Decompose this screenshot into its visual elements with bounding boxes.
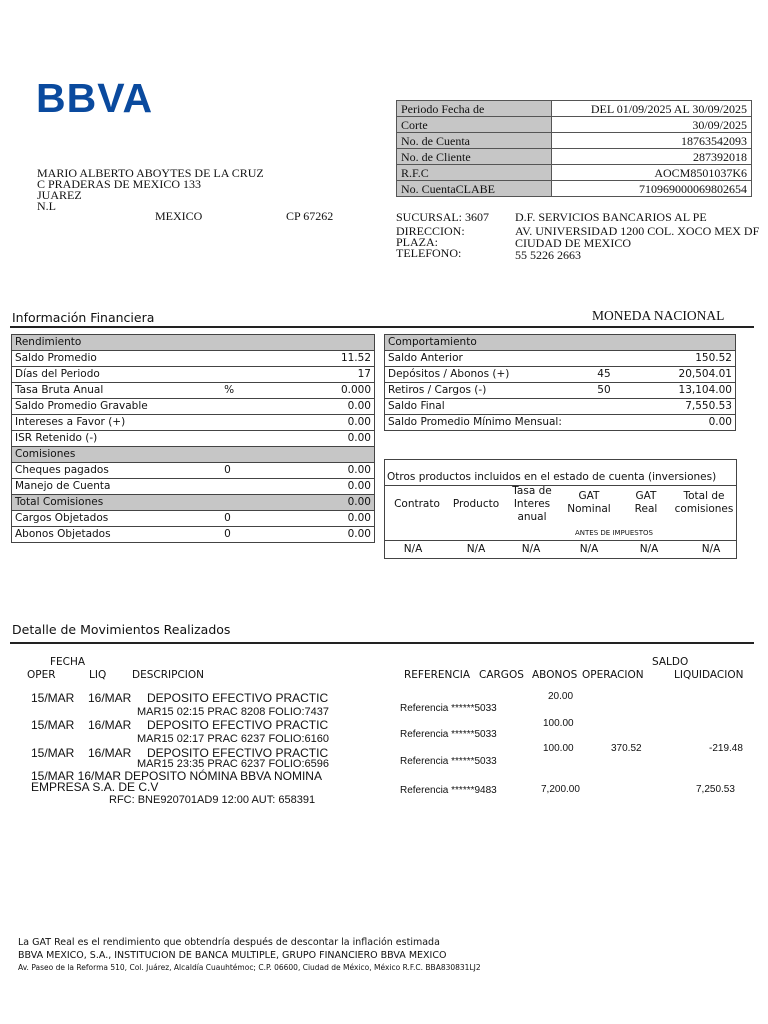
antes-impuestos-note: ANTES DE IMPUESTOS: [575, 529, 653, 537]
info-label: Periodo Fecha de: [397, 101, 552, 117]
row-value: 0.00: [291, 527, 375, 543]
customer-country: MEXICO: [155, 209, 203, 223]
table-row: [12, 527, 375, 543]
mv-liq: 16/MAR: [88, 746, 132, 760]
row-mid: [221, 351, 291, 367]
row-count: [574, 351, 634, 367]
telefono-value: 55 5226 2663: [515, 248, 581, 262]
col-total-comisiones: Total de comisiones: [674, 490, 734, 515]
row-label: Cargos Objetados: [12, 511, 222, 527]
plaza-label: PLAZA:: [396, 235, 438, 249]
col-referencia: REFERENCIA: [404, 669, 470, 681]
plaza-value: CIUDAD DE MEXICO: [515, 236, 631, 250]
col-liquidacion: LIQUIDACION: [674, 669, 744, 681]
telefono-label: TELEFONO:: [396, 246, 462, 260]
row-value: 20,504.01: [634, 367, 736, 383]
table-row: [12, 351, 375, 367]
table-row: [12, 463, 375, 479]
row-value: 0.00: [291, 415, 375, 431]
mv-abono: 20.00: [548, 691, 574, 702]
col-fecha: FECHA: [50, 656, 86, 668]
col-tasa: Tasa de Interes anual: [512, 485, 552, 523]
customer-city: JUAREZ: [37, 188, 82, 202]
row-mid: %: [221, 383, 291, 399]
section-divider: [10, 326, 754, 328]
financial-section-title: Información Financiera: [12, 310, 155, 325]
table-row: [12, 415, 375, 431]
direccion-value: AV. UNIVERSIDAD 1200 COL. XOCO MEX DF: [515, 224, 760, 238]
rendimiento-table: [11, 334, 375, 543]
col-contrato: Contrato: [394, 498, 440, 510]
info-value: 30/09/2025: [552, 117, 752, 133]
row-mid: 0: [221, 463, 291, 479]
comportamiento-table: [384, 334, 736, 431]
rendimiento-header: Rendimiento: [12, 335, 375, 351]
customer-postal-code: CP 67262: [286, 209, 334, 223]
row-value: 11.52: [291, 351, 375, 367]
row-label: Depósitos / Abonos (+): [385, 367, 575, 383]
col-gat-real: GAT Real: [634, 490, 658, 515]
customer-name: MARIO ALBERTO ABOYTES DE LA CRUZ: [37, 166, 264, 180]
direccion-label: DIRECCION:: [396, 224, 465, 238]
info-row-cliente: [397, 149, 752, 165]
row-count: 45: [574, 367, 634, 383]
mv-liq: 16/MAR: [88, 691, 132, 705]
info-value: AOCM8501037K6: [552, 165, 752, 181]
mv-descripcion: DEPOSITO EFECTIVO PRACTIC: [147, 718, 329, 732]
info-value: 18763542093: [552, 133, 752, 149]
row-label: Saldo Promedio Mínimo Mensual:: [385, 415, 634, 431]
row-label: Días del Periodo: [12, 367, 222, 383]
info-value: DEL 01/09/2025 AL 30/09/2025: [552, 101, 752, 117]
info-row-rfc: [397, 165, 752, 181]
val-total-comisiones: N/A: [701, 543, 721, 555]
val-contrato: N/A: [403, 543, 423, 555]
info-label: Corte: [397, 117, 552, 133]
row-label: Saldo Promedio: [12, 351, 222, 367]
mv-liquidacion: -219.48: [709, 743, 743, 754]
col-saldo: SALDO: [652, 656, 689, 668]
row-value: 7,550.53: [634, 399, 736, 415]
mv-referencia: Referencia ******5033: [400, 756, 497, 767]
section-divider: [10, 642, 754, 644]
row-mid: [221, 495, 291, 511]
col-producto: Producto: [452, 498, 500, 510]
mv-operacion: 370.52: [611, 743, 642, 754]
table-row: [12, 383, 375, 399]
table-row: [385, 415, 736, 431]
col-operacion: OPERACION: [582, 669, 644, 681]
row-count: [574, 399, 634, 415]
mv-descripcion: DEPOSITO EFECTIVO PRACTIC: [147, 691, 329, 705]
footer-institution: BBVA MEXICO, S.A., INSTITUCION DE BANCA MULTIPLE, GRUPO FINANCIERO BBVA MEXICO: [18, 950, 447, 961]
table-row: [12, 431, 375, 447]
nomina-line1: 15/MAR 16/MAR DEPOSITO NÓMINA BBVA NOMINA: [31, 769, 322, 783]
row-label: Saldo Final: [385, 399, 575, 415]
customer-street: C PRADERAS DE MEXICO 133: [37, 177, 202, 191]
row-mid: 0: [221, 527, 291, 543]
row-value: 0.00: [291, 495, 375, 511]
mv-abono: 100.00: [543, 743, 574, 754]
comportamiento-header: Comportamiento: [385, 335, 736, 351]
row-mid: [221, 415, 291, 431]
info-label: No. CuentaCLABE: [397, 181, 552, 197]
bbva-logo: BBVA: [36, 75, 154, 121]
row-label: Saldo Anterior: [385, 351, 575, 367]
row-value: 0.00: [291, 399, 375, 415]
sucursal-label: SUCURSAL: 3607: [396, 210, 490, 224]
table-row: [385, 399, 736, 415]
row-mid: [221, 479, 291, 495]
info-label: No. de Cliente: [397, 149, 552, 165]
row-label: Saldo Promedio Gravable: [12, 399, 222, 415]
col-liq: LIQ: [89, 669, 107, 681]
row-count: 50: [574, 383, 634, 399]
nomina-line3: RFC: BNE920701AD9 12:00 AUT: 658391: [109, 794, 316, 806]
info-row-corte: [397, 117, 752, 133]
mv-descripcion: DEPOSITO EFECTIVO PRACTIC: [147, 746, 329, 760]
info-row-periodo: [397, 101, 752, 117]
movements-section-title: Detalle de Movimientos Realizados: [12, 622, 231, 637]
row-label: Total Comisiones: [12, 495, 222, 511]
row-value: 0.00: [291, 479, 375, 495]
col-abonos: ABONOS: [532, 669, 578, 681]
customer-state: N.L: [37, 199, 56, 213]
table-row: [12, 495, 375, 511]
info-row-clabe: [397, 181, 752, 197]
comisiones-header: Comisiones: [12, 447, 375, 463]
mv-abono: 100.00: [543, 718, 574, 729]
sucursal-value: D.F. SERVICIOS BANCARIOS AL PE: [515, 210, 707, 224]
footer-address: Av. Paseo de la Reforma 510, Col. Juárez, Alcaldía Cuauhtémoc; C.P. 06600, Ciudad de México, México R.F.C. BBA830831LJ2: [18, 963, 481, 972]
row-value: 13,104.00: [634, 383, 736, 399]
table-row: [385, 383, 736, 399]
currency-label: MONEDA NACIONAL: [592, 308, 725, 323]
mv-detalle: MAR15 02:17 PRAC 6237 FOLIO:6160: [137, 733, 329, 745]
row-mid: 0: [221, 511, 291, 527]
row-value: 0.00: [634, 415, 736, 431]
row-mid: [221, 367, 291, 383]
row-label: Intereses a Favor (+): [12, 415, 222, 431]
mv-oper: 15/MAR: [31, 718, 75, 732]
row-label: Retiros / Cargos (-): [385, 383, 575, 399]
col-descripcion: DESCRIPCION: [132, 669, 204, 681]
col-oper: OPER: [27, 669, 56, 681]
row-mid: [221, 431, 291, 447]
table-row: [12, 367, 375, 383]
divider: [385, 540, 736, 541]
table-row: [385, 351, 736, 367]
val-tasa: N/A: [521, 543, 541, 555]
row-label: Cheques pagados: [12, 463, 222, 479]
info-value: 710969000069802654: [552, 181, 752, 197]
row-label: ISR Retenido (-): [12, 431, 222, 447]
mv-detalle: MAR15 02:15 PRAC 8208 FOLIO:7437: [137, 706, 329, 718]
val-gat-real: N/A: [639, 543, 659, 555]
row-label: Manejo de Cuenta: [12, 479, 222, 495]
mv-oper: 15/MAR: [31, 746, 75, 760]
col-cargos: CARGOS: [479, 669, 524, 681]
row-value: 0.000: [291, 383, 375, 399]
table-row: [12, 399, 375, 415]
col-gat-nominal: GAT Nominal: [567, 490, 611, 515]
account-info-table: [396, 100, 752, 197]
mv-referencia: Referencia ******5033: [400, 729, 497, 740]
row-value: 0.00: [291, 463, 375, 479]
mv-oper: 15/MAR: [31, 691, 75, 705]
val-gat-nominal: N/A: [579, 543, 599, 555]
info-value: 287392018: [552, 149, 752, 165]
mv-referencia: Referencia ******9483: [400, 785, 497, 796]
nomina-line2: EMPRESA S.A. DE C.V: [31, 780, 159, 794]
mv-detalle: MAR15 23:35 PRAC 6237 FOLIO:6596: [137, 758, 329, 770]
footer-gat-note: La GAT Real es el rendimiento que obtendría después de descontar la inflación estimada: [18, 937, 440, 948]
otros-productos-title: Otros productos incluidos en el estado de cuenta (inversiones): [387, 471, 717, 483]
mv-abono: 7,200.00: [541, 784, 580, 795]
row-label: Abonos Objetados: [12, 527, 222, 543]
mv-referencia: Referencia ******5033: [400, 703, 497, 714]
row-mid: [221, 399, 291, 415]
row-value: 0.00: [291, 431, 375, 447]
divider: [385, 485, 736, 486]
table-row: [385, 367, 736, 383]
otros-productos-box: [384, 459, 737, 559]
row-value: 17: [291, 367, 375, 383]
info-label: R.F.C: [397, 165, 552, 181]
row-value: 150.52: [634, 351, 736, 367]
info-row-cuenta: [397, 133, 752, 149]
mv-liquidacion: 7,250.53: [696, 784, 735, 795]
mv-liq: 16/MAR: [88, 718, 132, 732]
row-label: Tasa Bruta Anual: [12, 383, 222, 399]
table-row: [12, 479, 375, 495]
info-label: No. de Cuenta: [397, 133, 552, 149]
table-row: [12, 511, 375, 527]
row-value: 0.00: [291, 511, 375, 527]
val-producto: N/A: [466, 543, 486, 555]
